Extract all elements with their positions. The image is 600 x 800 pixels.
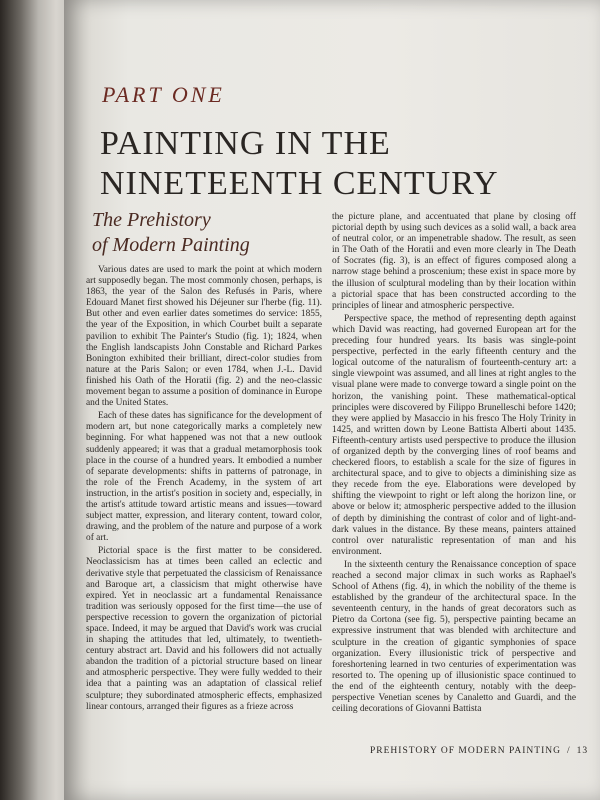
body-paragraph: In the sixteenth century the Renaissance conception of space reached a second major climax in such works as Raphael's School of Athens (fig. 4), in which the nobility of the theme is established by the grandeur of the architectural space. In the seventeenth century, in the hands of great decorators such as Pietro da Cortona (see fig. 5), perspective painting became an expressive instrument that was blended with architecture and sculpture in the creation of gigantic symphonies of space organization. Every illusionistic trick of perspective and foreshortening learned in two centuries of experimentation was resorted to. The opening up of illusionistic space continued to the end of the eighteenth century, notably with the deep-perspective Venetian scenes by Canaletto and Guardi, and the ceiling decorations of Giovanni Battista xyxy=(332,559,576,715)
section-heading-line: of Modern Painting xyxy=(92,234,250,256)
section-heading xyxy=(92,208,312,258)
book-spine-gutter xyxy=(0,0,70,800)
right-text-column xyxy=(332,212,576,715)
body-paragraph: Each of these dates has significance for the development of modern art, but none categorically marks a completely new beginning. For what happened was not that a new outlook suddenly appeared; it was that a gradual metamorphosis took place in the course of a hundred years. It embodied a number of separate developments: shifts in patterns of patronage, in the role of the French Academy, in the system of art instruction, in the artist's position in society and, especially, in the artist's attitude toward artistic means and issues—toward subject matter, expression, and literary content, toward color, drawing, and the problem of the nature and purpose of a work of art. xyxy=(86,411,322,544)
left-text-column xyxy=(86,265,322,713)
page-number: 13 xyxy=(576,746,589,756)
body-paragraph: Pictorial space is the first matter to be considered. Neoclassicism has at times been called an eclectic and derivative style that perpetuated the classicism of Renaissance and Baroque art, a classicism that might otherwise have expired. Yet in neoclassic art a fundamental Renaissance tradition was seriously opposed for the first time—the use of perspective recession to govern the organization of pictorial space. Indeed, it may be argued that David's work was crucial in shaping the attitudes that led, ultimately, to twentieth-century abstract art. David and his followers did not actually abandon the tradition of a pictorial structure based on linear and atmospheric perspective. They were fully wedded to their idea that a painting was an adaptation of classical relief sculpture; they subordinated atmospheric effects, emphasized linear contours, arranged their figures as a frieze across xyxy=(86,546,322,712)
section-heading-line: The Prehistory xyxy=(92,209,211,231)
body-paragraph: Perspective space, the method of representing depth against which David was reacting, had governed European art for the preceding four hundred years. Its basis was single-point perspective, perfected in the early fifteenth century and the logical outcome of the naturalism of fourteenth-century art: a single viewpoint was assumed, and all lines at right angles to the visual plane were made to converge toward a single point on the horizon, the vanishing point. These mathematical-optical principles were discovered by Filippo Brunelleschi before 1420; they were applied by Masaccio in his fresco The Holy Trinity in 1425, and written down by Leone Battista Alberti about 1435. Fifteenth-century artists used perspective to produce the illusion of organized depth by the converging lines of roof beams and checkered floors, to establish a scale for the size of figures in architectural space, and to give to objects a diminishing size as they recede from the eye. Elaborations were developed by shifting the viewpoint to right or left along the horizon line, or above or below it; atmospheric perspective added to the illusion of depth by diminishing the contrast of color and of light-and-dark values in the distance. By these means, painters attained control over naturalistic representation of man and his environment. xyxy=(332,313,576,557)
page-footer: PREHISTORY OF MODERN PAINTING / 13 xyxy=(370,746,589,756)
chapter-title xyxy=(100,124,580,204)
body-paragraph: the picture plane, and accentuated that plane by closing off pictorial depth by using such devices as a solid wall, a back area of neutral color, or an impenetrable shadow. The result, as seen in The Oath of the Horatii and even more clearly in The Death of Socrates (fig. 3), is an effect of figures composed along a narrow stage behind a proscenium; these exist in space more by the illusion of sculptural modeling than by their location within a pictorial space that has been constructed according to the principles of linear and atmospheric perspective. xyxy=(332,212,576,311)
running-head: PREHISTORY OF MODERN PAINTING xyxy=(370,746,561,756)
chapter-title-line: PAINTING IN THE xyxy=(100,125,391,162)
book-page xyxy=(64,0,600,800)
chapter-title-line: NINETEENTH CENTURY xyxy=(100,165,499,202)
part-label: PART ONE xyxy=(102,82,225,107)
body-paragraph: Various dates are used to mark the point at which modern art supposedly began. The most commonly chosen, perhaps, is 1863, the year of the Salon des Refusés in Paris, where Edouard Manet first showed his Déjeuner sur l'herbe (fig. 11). But other and even earlier dates sometimes do service: 1855, the year of the Exposition, in which Courbet built a separate pavilion to exhibit The Painter's Studio (fig. 1); 1824, when the English landscapists John Constable and Richard Parkes Bonington exhibited their brilliant, direct-color studies from nature at the Paris Salon; or even 1784, when J.-L. David finished his Oath of the Horatii (fig. 2) and the neo-classic movement began to assume a position of dominance in Europe and the United States. xyxy=(86,265,322,409)
